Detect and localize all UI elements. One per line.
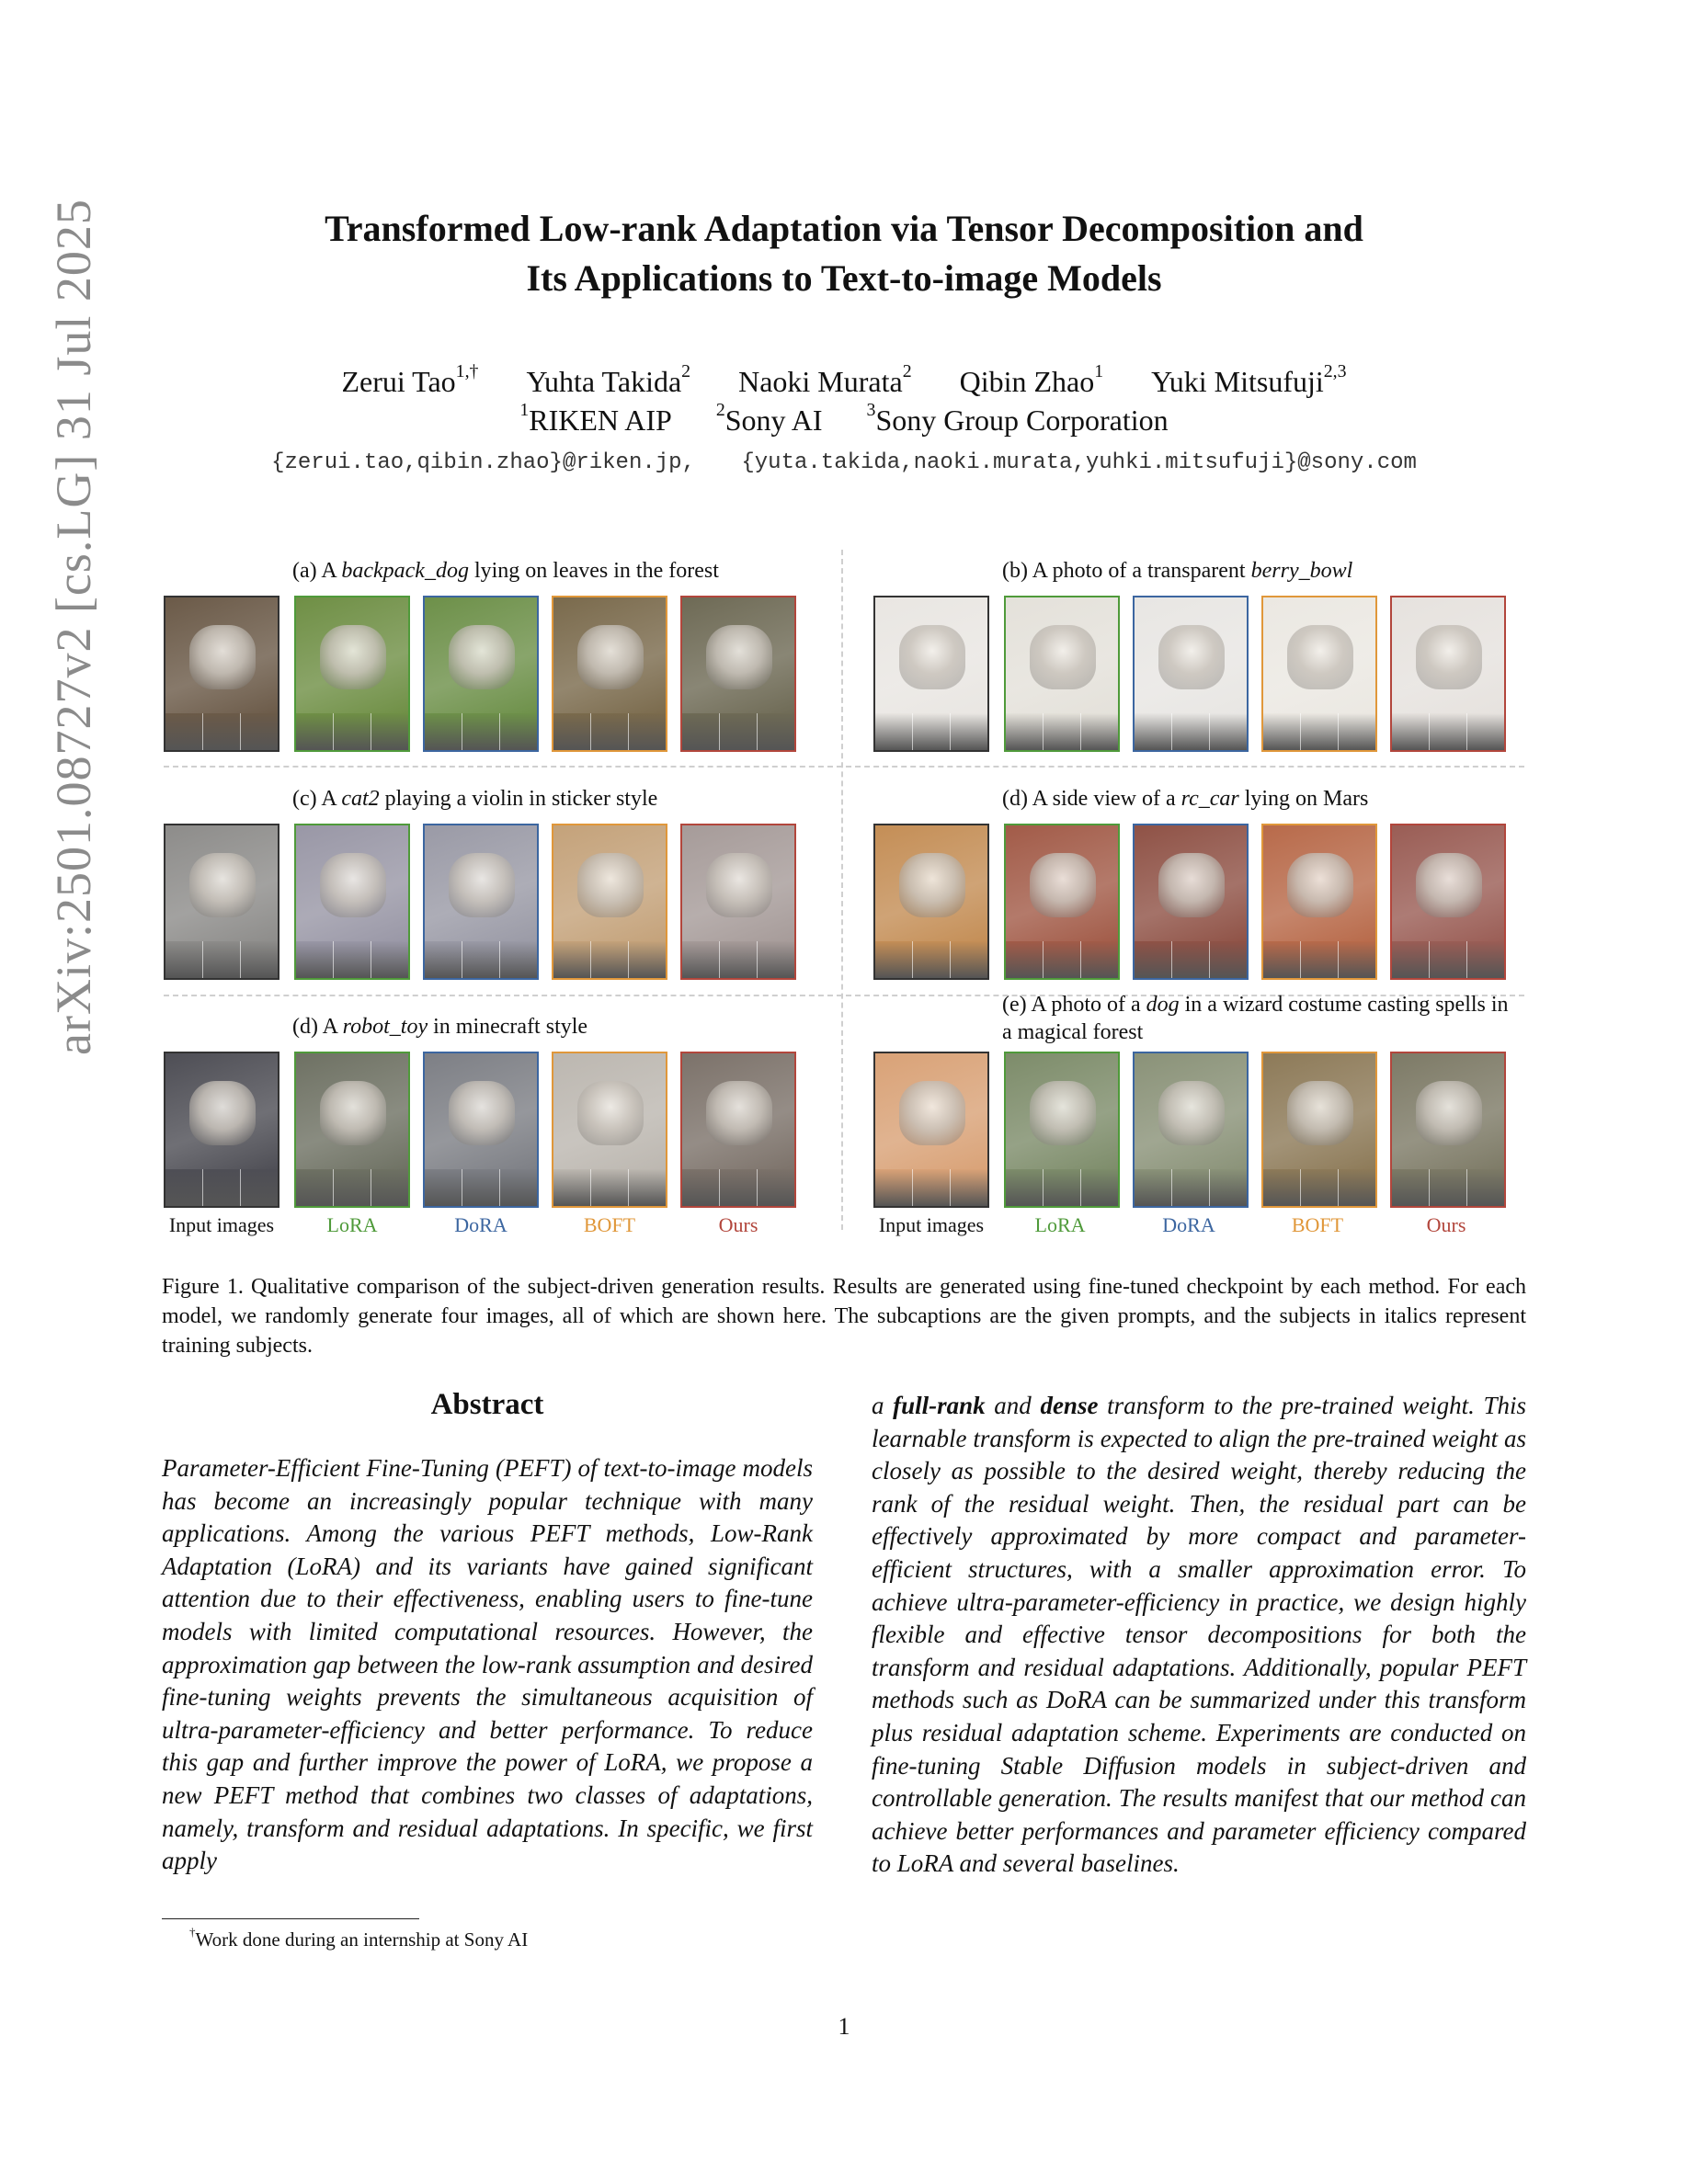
column-label-input: Input images <box>878 1213 985 1236</box>
training-subject: robot_toy <box>342 1015 428 1039</box>
abstract-right-column: a full-rank and dense transform to the pre-trained weight. This learnable transform is expected to align the pre-trained weight as closely as possible to the desired weight, thereby reducing the rank of the residual weight. Then, the residual part can be effectively approximated by more compact and parameter-efficient structures, with a smaller approximation error. To achieve ultra-parameter-efficiency in practice, we design highly flexible and effective tensor decompositions for both the transform and residual adaptations. Additionally, popular PEFT methods such as DoRA can be summarized under this transform plus residual adaptation scheme. Experiments are conducted on fine-tuning Stable Diffusion models in subject-driven and controllable generation. The results manifest that our method can achieve better performances and parameter efficiency compared to LoRA and several baselines. <box>872 1392 1527 1878</box>
author: Yuhta Takida$^2$ <box>526 361 691 398</box>
generated-image-dora <box>423 824 539 980</box>
generated-image-ours <box>680 1052 796 1208</box>
generated-image-dora <box>1133 596 1249 752</box>
generated-image-boft <box>552 824 667 980</box>
generated-image-input <box>873 596 989 752</box>
figure-horizontal-divider <box>164 766 1524 768</box>
column-label-ours: Ours <box>718 1213 758 1236</box>
abstract-heading: Abstract <box>430 1388 544 1421</box>
affiliation: $^3$Sony Group Corporation <box>866 400 1169 437</box>
generated-image-lora <box>1004 1052 1120 1208</box>
author: Yuki Mitsufuji$^{2,3}$ <box>1151 361 1347 398</box>
generated-image-dora <box>1133 1052 1249 1208</box>
generated-image-ours <box>1390 596 1506 752</box>
footnote: †Work done during an internship at Sony AI <box>189 1925 529 1951</box>
generated-image-ours <box>1390 824 1506 980</box>
figure-1 <box>164 550 1524 1239</box>
generated-image-dora <box>423 596 539 752</box>
generated-image-input <box>164 596 279 752</box>
generated-image-boft <box>552 1052 667 1208</box>
generated-image-input <box>164 1052 279 1208</box>
title-line-1: Transformed Low-rank Adaptation via Tensor Decomposition and <box>325 208 1363 249</box>
panel-prompt: (d) A robot_toy in minecraft style <box>292 1015 588 1039</box>
panel-prompt: (a) A backpack_dog lying on leaves in the forest <box>292 559 719 583</box>
column-label-boft: BOFT <box>1291 1213 1344 1236</box>
email[interactable]: {zerui.tao,qibin.zhao}@riken.jp, <box>271 450 695 475</box>
column-label-boft: BOFT <box>583 1213 636 1236</box>
figure-caption: Figure 1. Qualitative comparison of the subject-driven generation results. Results are generated using fine-tuned checkpoint by each method. For each model, we randomly generate four images, all of which are shown here. The subcaptions are the given prompts, and the subjects in italics represent training subjects. <box>162 1275 1526 1358</box>
author: Naoki Murata$^2$ <box>738 361 912 398</box>
arxiv-identifier: arXiv:2501.08727v2 [cs.LG] 31 Jul 2025 <box>46 199 101 1055</box>
page-number: 1 <box>838 2013 850 2040</box>
email[interactable]: {yuta.takida,naoki.murata,yuhki.mitsufuji}@sony.com <box>741 450 1417 475</box>
training-subject: dog <box>1146 993 1180 1017</box>
bold-term: dense <box>1040 1392 1099 1419</box>
column-label-lora: LoRA <box>326 1213 378 1236</box>
affiliation: $^2$Sony AI <box>715 400 823 437</box>
column-label-dora: DoRA <box>454 1213 508 1236</box>
affiliation-list <box>0 401 1688 439</box>
generated-image-boft <box>1261 596 1377 752</box>
training-subject: backpack_dog <box>341 559 469 583</box>
panel-prompt: (b) A photo of a transparent berry_bowl <box>1002 559 1353 583</box>
author-list <box>0 362 1688 401</box>
column-label-input: Input images <box>168 1213 275 1236</box>
email-list <box>0 450 1688 475</box>
footnote-rule <box>162 1918 419 1919</box>
generated-image-input <box>164 824 279 980</box>
figure-vertical-divider <box>841 550 843 1230</box>
author: Zerui Tao$^{1,\dagger}$ <box>341 361 479 398</box>
generated-image-ours <box>1390 1052 1506 1208</box>
panel-prompt: (e) A photo of a dog in a wizard costume casting spells in a magical forest <box>1002 993 1509 1044</box>
author: Qibin Zhao$^1$ <box>959 361 1104 398</box>
title-line-2: Its Applications to Text-to-image Models <box>526 257 1162 299</box>
generated-image-lora <box>294 824 410 980</box>
paper-title <box>0 204 1688 303</box>
generated-image-input <box>873 1052 989 1208</box>
generated-image-dora <box>1133 824 1249 980</box>
generated-image-input <box>873 824 989 980</box>
column-label-ours: Ours <box>1426 1213 1466 1236</box>
generated-image-ours <box>680 824 796 980</box>
panel-prompt: (d) A side view of a rc_car lying on Mars <box>1002 787 1369 811</box>
generated-image-boft <box>1261 1052 1377 1208</box>
generated-image-dora <box>423 1052 539 1208</box>
generated-image-lora <box>294 1052 410 1208</box>
generated-image-boft <box>1261 824 1377 980</box>
generated-image-lora <box>1004 596 1120 752</box>
generated-image-boft <box>552 596 667 752</box>
panel-prompt: (c) A cat2 playing a violin in sticker style <box>292 787 658 811</box>
training-subject: cat2 <box>341 787 380 811</box>
column-label-dora: DoRA <box>1162 1213 1215 1236</box>
generated-image-lora <box>294 596 410 752</box>
generated-image-lora <box>1004 824 1120 980</box>
generated-image-ours <box>680 596 796 752</box>
training-subject: rc_car <box>1180 787 1239 811</box>
training-subject: berry_bowl <box>1250 559 1353 583</box>
affiliation: $^1$RIKEN AIP <box>519 400 672 437</box>
abstract-left-column: Parameter-Efficient Fine-Tuning (PEFT) of text-to-image models has become an increasingly popular technique with many applications. Among the various PEFT methods, Low-Rank Adaptation (LoRA) and its variants have gained significant attention due to their effectiveness, enabling users to fine-tune models with limited computational resources. However, the approximation gap between the low-rank assumption and desired fine-tuning weights prevents the simultaneous acquisition of ultra-parameter-efficiency and better performance. To reduce this gap and further improve the power of LoRA, we propose a new PEFT method that combines two classes of adaptations, namely, transform and residual adaptations. In specific, we first apply <box>162 1454 813 1875</box>
column-label-lora: LoRA <box>1034 1213 1086 1236</box>
bold-term: full-rank <box>893 1392 986 1419</box>
